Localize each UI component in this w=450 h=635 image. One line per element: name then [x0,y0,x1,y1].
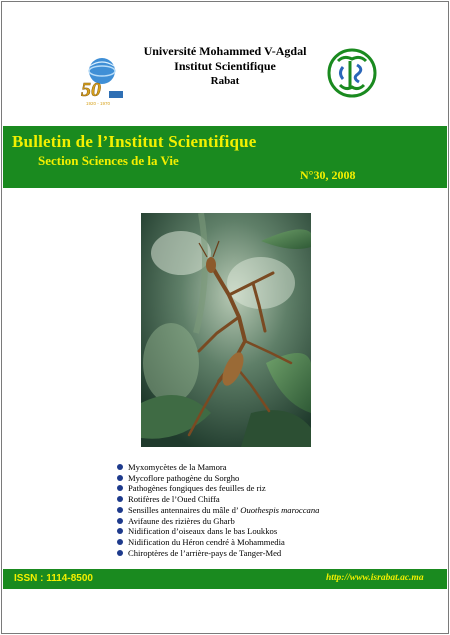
list-item [116,505,416,516]
bullet-icon [117,528,123,534]
list-item-text: Nidification d’oiseaux dans le bas Loukkos [128,526,278,537]
bullet-icon [117,550,123,556]
bulletin-title: Bulletin de l’Institut Scientifique [12,132,257,151]
list-item [116,548,416,559]
list-item-text: Pathogènes fongiques des feuilles de riz [128,483,266,494]
svg-text:50: 50 [81,79,101,101]
list-item-text: Mycoflore pathogène du Sorgho [128,472,240,483]
website-link[interactable]: http://www.israbat.ac.ma [326,573,424,583]
list-item [116,516,416,527]
bullet-icon [117,496,123,502]
species-name: Ouothespis maroccana [240,504,320,515]
list-item-text: Chiroptères de l’arrière-pays de Tanger-Med [128,547,282,558]
list-item-text: Rotifères de l’Oued Chiffa [128,494,220,505]
issue-number: N°30, 2008 [300,168,356,182]
list-item [116,537,416,548]
list-item-text: Nidification du Héron cendré à Mohammedia [128,536,285,547]
university-name: Université Mohammed V-Agdal [143,44,307,58]
cover-photo-mantis [141,213,311,447]
issn-label: ISSN : 1114-8500 [14,573,93,584]
city-name: Rabat [210,75,240,87]
bullet-icon [117,539,123,545]
list-item-text: Sensilles antennaires du mâle d’ [128,504,241,515]
list-item [116,526,416,537]
bullet-icon [117,464,123,470]
list-item [116,483,416,494]
list-item [116,494,416,505]
bullet-icon [117,518,123,524]
list-item-text: Myxomycètes de la Mamora [128,462,227,472]
anniversary-years-text: 1920 - 1970 [86,101,111,106]
list-item [116,462,416,473]
bullet-icon [117,507,123,513]
contents-list [116,462,416,558]
bullet-icon [117,475,123,481]
bullet-icon [117,485,123,491]
institute-name: Institut Scientifique [174,59,276,73]
bulletin-section: Section Sciences de la Vie [38,153,179,168]
list-item-text: Avifaune des rizières du Gharb [128,515,235,526]
list-item [116,473,416,484]
